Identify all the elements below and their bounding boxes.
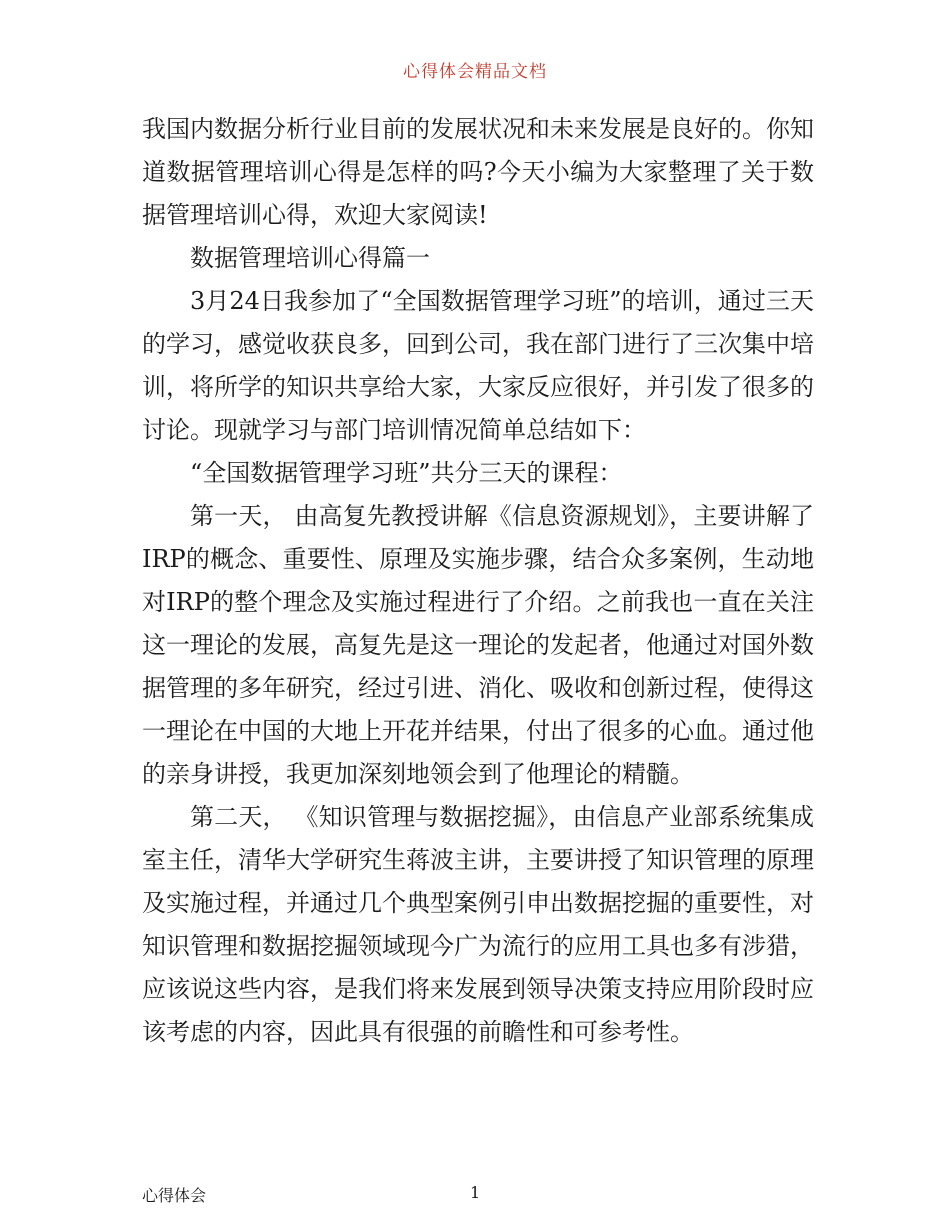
document-body (142, 108, 814, 1054)
paragraph-course-overview: “全国数据管理学习班”共分三天的课程： (190, 459, 623, 487)
paragraph-intro: 我国内数据分析行业目前的发展状况和未来发展是良好的。你知道数据管理培训心得是怎样的吗?今天小编为大家整理了关于数据管理培训心得，欢迎大家阅读! (142, 115, 814, 229)
paragraph-training-summary: 3月24日我参加了“全国数据管理学习班”的培训，通过三天的学习，感觉收获良多，回到公司，我在部门进行了三次集中培训，将所学的知识共享给大家，大家反应很好，并引发了很多的讨论。现就学习与部门培训情况简单总结如下： (142, 287, 814, 444)
page-number: 1 (470, 1183, 481, 1202)
paragraph-section-heading: 数据管理培训心得篇一 (190, 244, 430, 272)
footer-label: 心得体会 (142, 1186, 207, 1205)
paragraph-day-two: 第二天， 《知识管理与数据挖掘》，由信息产业部系统集成室主任，清华大学研究生蒋波主讲，主要讲授了知识管理的原理及实施过程，并通过几个典型案例引申出数据挖掘的重要性，对知识管理和数据挖掘领域现今广为流行的应用工具也多有涉猎，应该说这些内容，是我们将来发展到领导决策支持应用阶段时应该考虑的内容，因此具有很强的前瞻性和可参考性。 (142, 803, 814, 1046)
document-header-title: 心得体会精品文档 (403, 62, 547, 82)
paragraph-day-one: 第一天， 由高复先教授讲解《信息资源规划》，主要讲解了IRP的概念、重要性、原理及实施步骤，结合众多案例，生动地对IRP的整个理念及实施过程进行了介绍。之前我也一直在关注这一理论的发展，高复先是这一理论的发起者，他通过对国外数据管理的多年研究，经过引进、消化、吸收和创新过程，使得这一理论在中国的大地上开花并结果，付出了很多的心血。通过他的亲身讲授，我更加深刻地领会到了他理论的精髓。 (142, 502, 814, 788)
